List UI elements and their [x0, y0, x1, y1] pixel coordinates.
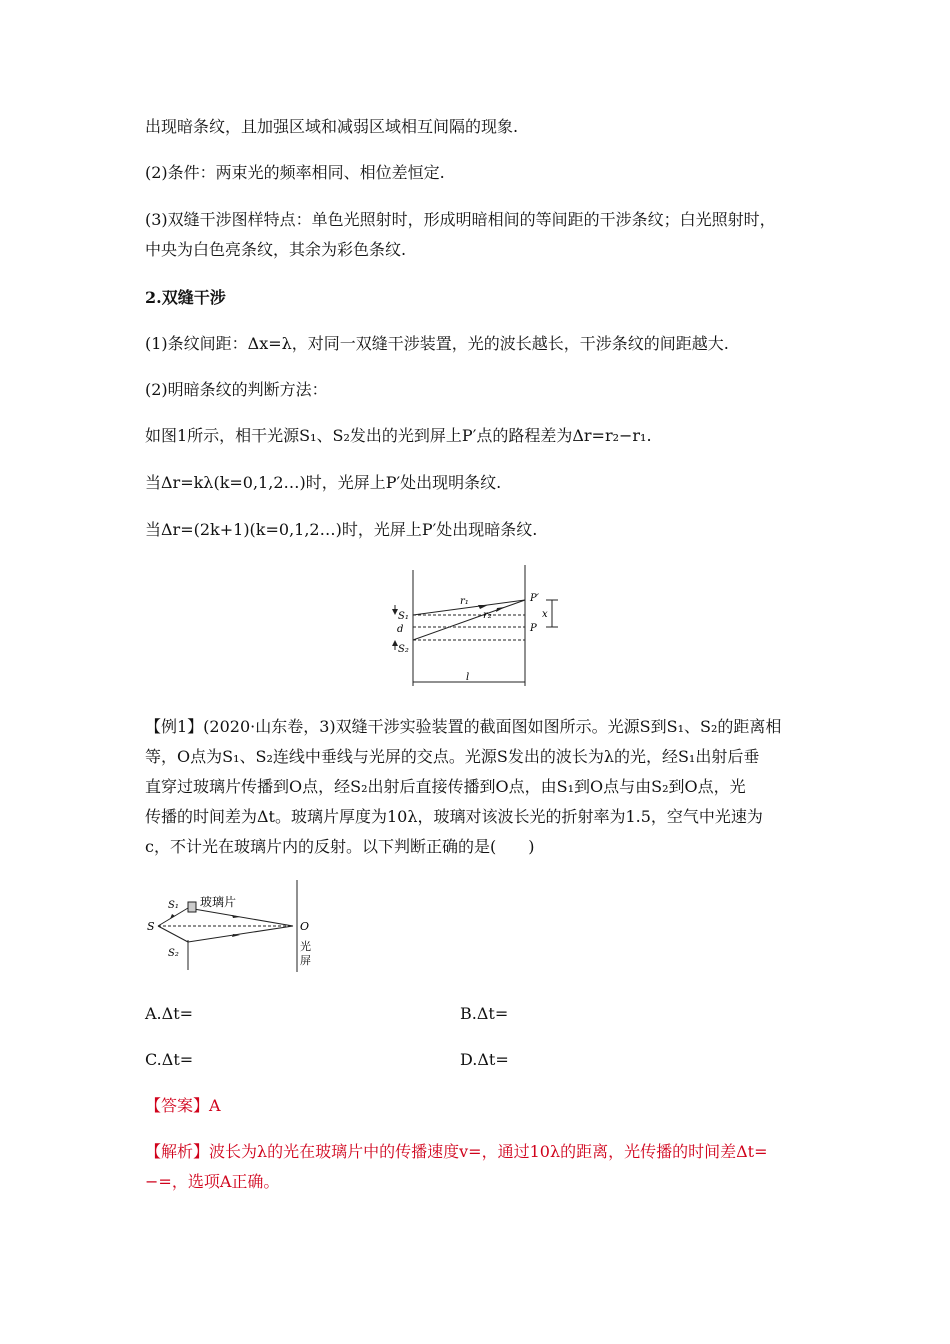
label-p-prime: P′: [530, 593, 539, 604]
paragraph-line: 如图1所示，相干光源S₁、S₂发出的光到屏上P′点的路程差为Δr=r₂−r₁.: [145, 426, 652, 445]
option-c: C.Δt=: [145, 1050, 194, 1069]
paragraph-line: 出现暗条纹，且加强区域和减弱区域相互间隔的现象.: [145, 117, 519, 136]
option-a: A.Δt=: [145, 1004, 194, 1023]
paragraph-line: (1)条纹间距：Δx=λ，对同一双缝干涉装置，光的波长越长，干涉条纹的间距越大.: [145, 334, 729, 353]
paragraph-line: 当Δr=kλ(k=0,1,2…)时，光屏上P′处出现明条纹.: [145, 473, 502, 492]
label-screen-1: 光: [300, 940, 311, 953]
analysis-line: −=，选项A正确。: [145, 1172, 280, 1191]
label-o: O: [300, 920, 310, 933]
paragraph-line: (2)条件：两束光的频率相同、相位差恒定.: [145, 163, 445, 182]
option-d: D.Δt=: [460, 1050, 509, 1069]
example-line: 传播的时间差为Δt。玻璃片厚度为10λ，玻璃对该波长光的折射率为1.5，空气中光速为: [145, 807, 763, 826]
label-r2: r₂: [483, 610, 492, 621]
paragraph-line: 中央为白色亮条纹，其余为彩色条纹.: [145, 240, 407, 259]
label-r1: r₁: [460, 596, 469, 607]
example-line: 【例1】(2020·山东卷，3)双缝干涉实验装置的截面图如图所示。光源S到S₁、S₂的距离相: [145, 717, 782, 736]
label-s1: S₁: [168, 900, 179, 911]
label-glass: 玻璃片: [200, 895, 237, 909]
label-screen-2: 屏: [300, 954, 311, 967]
label-s1: S₁: [398, 611, 409, 622]
label-l: l: [466, 672, 470, 683]
label-x: x: [542, 609, 548, 620]
label-s2: S₂: [398, 644, 409, 655]
label-p: P: [530, 623, 537, 634]
analysis-line: 【解析】波长为λ的光在玻璃片中的传播速度v=，通过10λ的距离，光传播的时间差Δt=: [145, 1142, 768, 1161]
paragraph-line: (3)双缝干涉图样特点：单色光照射时，形成明暗相间的等间距的干涉条纹；白光照射时，: [145, 210, 776, 229]
paragraph-line: 当Δr=(2k+1)(k=0,1,2…)时，光屏上P′处出现暗条纹.: [145, 520, 538, 539]
option-b: B.Δt=: [460, 1004, 509, 1023]
figure-experiment: [140, 880, 340, 975]
answer: 【答案】A: [145, 1096, 221, 1115]
figure-double-slit: [380, 560, 580, 690]
example-line: c，不计光在玻璃片内的反射。以下判断正确的是( ): [145, 837, 535, 856]
label-s: S: [147, 920, 155, 933]
example-line: 直穿过玻璃片传播到O点，经S₂出射后直接传播到O点，由S₁到O点与由S₂到O点，光: [145, 777, 746, 796]
section-heading: 2.双缝干涉: [145, 288, 226, 307]
label-d: d: [397, 624, 404, 635]
example-line: 等，O点为S₁、S₂连线中垂线与光屏的交点。光源S发出的波长为λ的光，经S₁出射后垂: [145, 747, 760, 766]
paragraph-line: (2)明暗条纹的判断方法：: [145, 380, 328, 399]
label-s2: S₂: [168, 948, 179, 959]
